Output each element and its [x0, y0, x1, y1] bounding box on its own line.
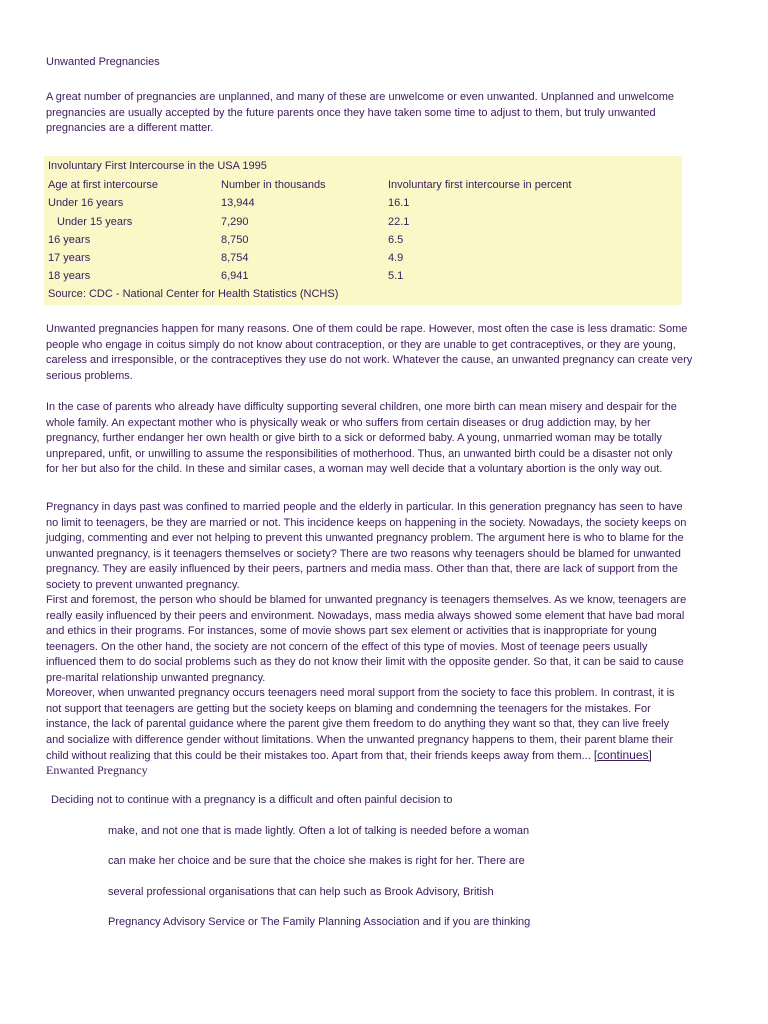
paragraph-line: First and foremost, the person who should be blamed for unwanted pregnancy is teenagers themselves. As we know, teenagers are — [46, 594, 687, 606]
paragraph-line: not support that teenagers are getting but the society keeps on blaming and condemning the teenagers for the mistakes. For — [46, 702, 651, 715]
paragraph-line: pregnancies are usually accepted by the future parents once they have taken some time to adjust to them, but truly unwanted — [46, 106, 656, 119]
table-header-cell: Involuntary first intercourse in percent — [388, 179, 572, 191]
paragraph-line: In the case of parents who already have difficulty supporting several children, one more birth can mean misery and despair for the — [46, 401, 677, 413]
table-cell: 5.1 — [388, 270, 404, 282]
table-cell: 13,944 — [221, 197, 255, 209]
paragraph-line: Unwanted pregnancies happen for many reasons. One of them could be rape. However, most often the case is less dramatic: Some — [46, 323, 688, 335]
statistics-table — [44, 156, 682, 305]
paragraph-line: Moreover, when unwanted pregnancy occurs teenagers need moral support from the society to face this problem. In contrast, it is — [46, 687, 675, 699]
paragraph-line: unwanted pregnancy, is it teenagers themselves or society? There are two reasons why teenagers should be blamed for unwanted — [46, 547, 681, 560]
paragraph-line: serious problems. — [46, 369, 133, 382]
paragraph-line: pre-marital relationship unwanted pregnancy. — [46, 671, 266, 684]
paragraph-line: unprepared, unfit, or unwilling to assume the responsibilities of motherhood. Thus, an unwanted birth could be a disaster not only — [46, 447, 673, 460]
document-title: Unwanted Pregnancies — [46, 56, 160, 68]
paragraph-line: Pregnancy in days past was confined to married people and the elderly in particular. In this generation pregnancy has seen to have — [46, 501, 683, 513]
paragraph-line: and socialize with difference gender without limitations. When the unwanted pregnancy happens to them, their parent blame their — [46, 733, 674, 746]
paragraph-line: influenced them to do social problems such as they do not know their limit with the opposite gender. So that, it can be said to cause — [46, 656, 684, 668]
paragraph-line: society to prevent unwanted pregnancy. — [46, 578, 240, 591]
paragraph-line: pregnancy. They are easily influenced by their peers, partners and media mass. Other than that, there are lack of support from the — [46, 563, 678, 575]
second-title: Enwanted Pregnancy — [46, 763, 148, 777]
paragraph-line-text: child without realizing that this could be their mistakes too. Apart from that, their friends keeps away from them... — [46, 750, 591, 762]
paragraph-line: for her but also for the child. In these and similar cases, a woman may well decide that a voluntary abortion is the only way out. — [46, 463, 663, 475]
paragraph-causes — [46, 322, 726, 384]
table-cell: Under 16 years — [48, 197, 124, 209]
paragraph-line: A great number of pregnancies are unplanned, and many of these are unwelcome or even unwanted. Unplanned and unwelcome — [46, 91, 675, 103]
table-cell: 16 years — [48, 234, 91, 246]
table-cell: 16.1 — [388, 197, 410, 209]
table-cell: 8,754 — [221, 252, 249, 264]
paragraph-line: pregnancies are a different matter. — [46, 122, 214, 134]
paragraph-line: and ethics in their programs. For instances, some of movie shows part sex element or activities that is inappropriate for young — [46, 625, 657, 637]
second-paragraph-line: make, and not one that is made lightly. Often a lot of talking is needed before a woman — [108, 825, 530, 837]
second-paragraph-line: Pregnancy Advisory Service or The Family Planning Association and if you are thinking — [108, 916, 531, 928]
table-cell: 8,750 — [221, 234, 249, 246]
table-cell: 4.9 — [388, 252, 404, 264]
second-paragraph-line: several professional organisations that can help such as Brook Advisory, British — [108, 886, 494, 898]
paragraph-line: no limit to teenagers, be they are married or not. This incidence keeps on happening in the society. Nowadays, the society keeps on — [46, 516, 687, 529]
table-header-cell: Age at first intercourse — [48, 179, 159, 191]
table-cell: 6,941 — [221, 270, 249, 282]
second-paragraph-line: can make her choice and be sure that the choice she makes is right for her. There are — [108, 855, 525, 867]
table-cell: 22.1 — [388, 216, 410, 228]
paragraph-line: instance, the lack of parental guidance where the parent give them freedom to do anything they want so that, they can live freely — [46, 718, 670, 730]
table-cell: 7,290 — [221, 216, 249, 228]
paragraph-line: whole family. An expectant mother who is physically weak or who suffers from certain diseases or drug addiction may, by her — [46, 416, 651, 429]
second-paragraph-first-line: Deciding not to continue with a pregnancy is a difficult and often painful decision to — [51, 794, 453, 806]
paragraph-line: judging, commenting and ever not helping to prevent this unwanted pregnancy problem. The argument here is who to blame for the — [46, 532, 684, 544]
table-cell: 18 years — [48, 270, 91, 282]
table-source: Source: CDC - National Center for Health Statistics (NCHS) — [48, 288, 339, 300]
table-caption: Involuntary First Intercourse in the USA 1995 — [48, 160, 267, 172]
table-cell: Under 15 years — [57, 216, 133, 228]
paragraph-line: careless and irresponsible, or the contraceptives they use do not work. Whatever the cause, an unwanted pregnancy can create very — [46, 354, 693, 366]
table-cell: 6.5 — [388, 234, 404, 246]
table-header-cell: Number in thousands — [221, 179, 326, 191]
paragraph-line: really easily influenced by their peers and environment. Nowadays, mass media always showed some element that have bad moral — [46, 609, 685, 622]
paragraph-line: teenagers. On the other hand, the society are not concern of the effect of this type of movies. Most of teenage peers usually — [46, 640, 648, 653]
continues-link[interactable]: [continues] — [593, 748, 652, 762]
table-cell: 17 years — [48, 252, 91, 264]
paragraph-line: people who engage in coitus simply do not know about contraception, or they are unable to get contraceptives, or they are young, — [46, 338, 676, 351]
paragraph-consequences — [46, 400, 726, 478]
paragraph-teenagers — [46, 500, 726, 765]
paragraph-line — [46, 748, 726, 765]
paragraph-line: pregnancy, further endanger her own health or give birth to a sick or deformed baby. A young, unmarried woman may be totally — [46, 432, 662, 444]
intro-paragraph — [46, 90, 726, 137]
